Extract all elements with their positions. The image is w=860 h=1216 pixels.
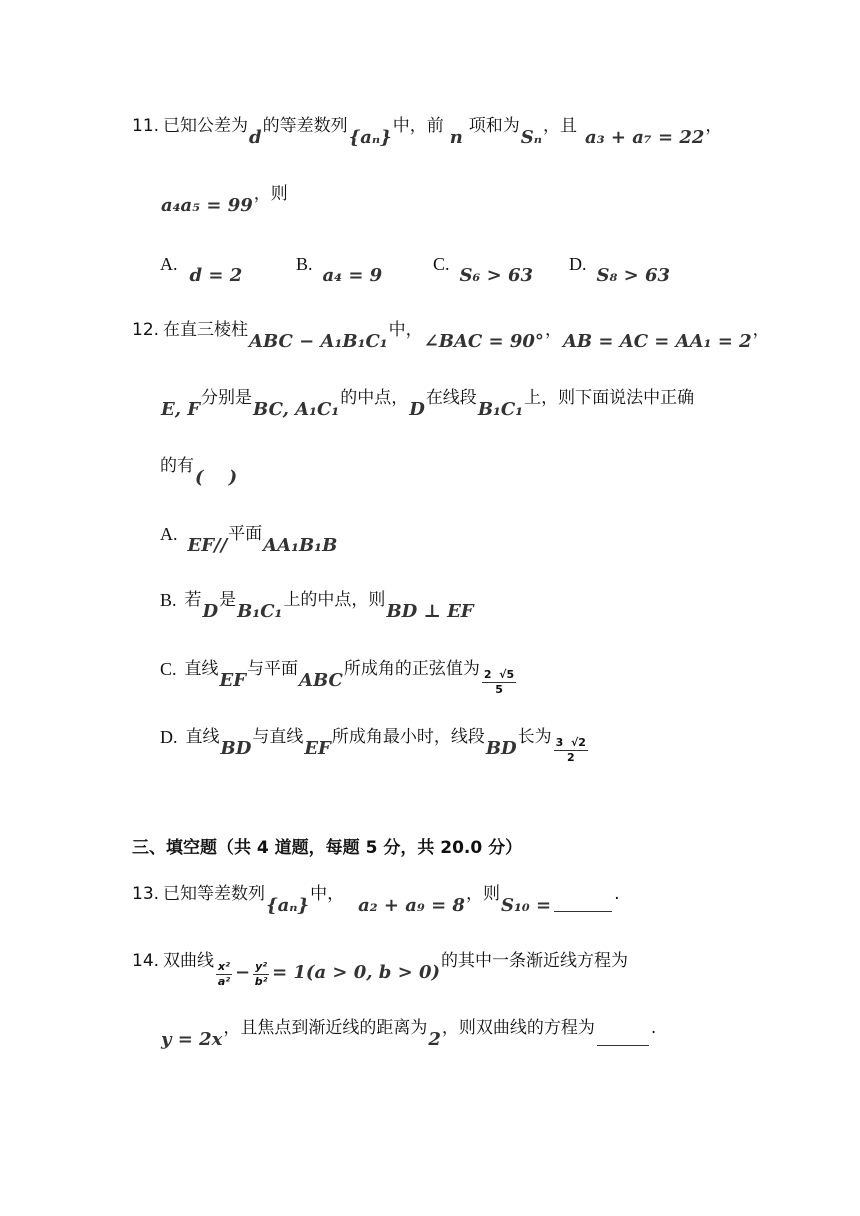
q11-option-a [160,250,243,286]
option-text: 直线 [185,727,220,747]
math-expr: d [249,127,262,148]
math-expr: ∠BAC = 90° [423,331,544,352]
question-14-line-2 [160,1014,657,1050]
fraction-numerator: 3 √2 [555,736,586,749]
question-text: 的有 [160,456,194,476]
answer-blank [597,1044,649,1046]
option-text: 若 [184,590,202,610]
option-label: A. [160,524,178,544]
math-expr: AA₁B₁B [263,535,338,556]
section-title: 三、填空题（共 4 道题，每题 5 分，共 20.0 分） [132,838,523,858]
answer-blank [554,910,612,912]
question-text: 已知等差数列 [163,884,266,904]
option-label: A. [160,254,178,274]
question-12-line-3 [160,452,238,488]
question-text: 项和为 [468,116,520,136]
fraction [482,668,516,697]
option-label: B. [160,590,177,610]
option-text: 直线 [184,659,219,679]
question-number: 13. [132,884,160,904]
option-text: 与直线 [252,727,304,747]
fraction-numerator: x² [218,960,230,973]
option-label: B. [296,254,313,274]
math-expr: B₁C₁ [477,399,524,420]
fraction [216,960,232,989]
math-expr: BD [485,738,517,759]
question-13 [132,880,620,916]
math-expr: EF [304,738,331,759]
question-text: ， [705,116,723,136]
question-text: 中， [388,320,423,340]
fraction-denominator: 2 [566,751,575,764]
math-expr: EF [219,670,247,691]
math-expr: ABC [299,670,343,691]
question-text: 在直三棱柱 [163,320,249,340]
question-text: . [650,1018,657,1038]
question-12-line-1 [132,316,770,352]
section-heading [132,834,522,862]
option-text: 所成角的正弦值为 [343,659,480,679]
q12-option-c [160,654,518,696]
option-label: D. [160,727,178,747]
option-text: 平面 [228,524,263,544]
math-expr: − [234,962,251,983]
question-text: ，且焦点到渐近线的距离为 [223,1018,428,1038]
q11-option-d [569,250,671,286]
option-math: a₄ = 9 [322,265,383,286]
question-text: 中，前 [392,116,444,136]
question-text: . [614,884,620,904]
question-text: 的中点， [340,388,409,408]
question-text: 在线段 [425,388,477,408]
question-number: 11. [132,116,160,136]
option-text: 上的中点，则 [283,590,386,610]
fraction-denominator: 5 [495,683,503,696]
question-text: ， [544,320,562,340]
question-14-line-1 [132,946,629,988]
math-expr: = 1(a > 0, b > 0) [272,962,441,983]
question-11-line-1 [132,112,723,148]
option-math: S₈ > 63 [596,265,671,286]
option-text: 是 [219,590,237,610]
q12-option-b [160,586,475,622]
question-text: ，则 [465,884,500,904]
option-label: C. [433,254,450,274]
math-expr: ABC − A₁B₁C₁ [249,331,388,352]
math-expr: D [202,601,219,622]
math-expr: y = 2x [161,1029,223,1050]
question-text: 双曲线 [163,951,215,971]
q11-option-c [433,250,534,286]
option-text: 长为 [517,727,552,747]
math-expr: B₁C₁ [237,601,283,622]
math-expr: a₂ + a₉ = 8 [358,895,465,916]
math-expr: a₄a₅ = 99 [161,195,253,216]
question-text: ，则 [253,184,288,204]
question-text: ， [752,320,770,340]
fraction-numerator: 2 √5 [483,668,515,681]
math-expr: a₃ + a₇ = 22 [585,127,705,148]
question-text: 的等差数列 [262,116,348,136]
fraction [554,736,588,765]
q11-option-b [296,250,383,286]
question-11-line-2 [160,180,288,216]
fraction-denominator: b² [254,975,268,988]
answer-paren: ( ) [195,467,238,488]
fraction-denominator: a² [217,975,231,988]
math-expr: D [409,399,425,420]
question-text: ，则双曲线的方程为 [441,1018,595,1038]
question-number: 12. [132,320,160,340]
question-text: 的其中一条渐近线方程为 [441,951,629,971]
math-expr: n [449,127,463,148]
question-text: 分别是 [201,388,253,408]
math-expr: {aₙ} [266,895,310,916]
math-expr: BD ⊥ EF [386,601,474,622]
math-expr: {aₙ} [348,127,392,148]
option-math: d = 2 [189,265,243,286]
question-text: 已知公差为 [163,116,249,136]
fraction-numerator: y² [255,960,268,973]
option-text: 所成角最小时，线段 [331,727,485,747]
math-expr: BD [220,738,252,759]
question-number: 14. [132,951,160,971]
fraction [253,960,269,989]
option-label: C. [160,659,177,679]
question-text: 中， [310,884,345,904]
math-expr: BC, A₁C₁ [253,399,340,420]
option-text: 与平面 [247,659,299,679]
math-expr: S₁₀ = [500,895,552,916]
math-expr: E, F [161,399,201,420]
question-text: ，且 [543,116,578,136]
q12-option-d [160,722,590,764]
math-expr: 2 [428,1029,441,1050]
question-12-line-2 [160,384,695,420]
question-text: 上，则下面说法中正确 [524,388,695,408]
math-expr: AB = AC = AA₁ = 2 [562,331,752,352]
math-expr: EF// [187,535,228,556]
math-expr: Sₙ [520,127,543,148]
option-math: S₆ > 63 [459,265,534,286]
option-label: D. [569,254,587,274]
q12-option-a [160,520,338,556]
